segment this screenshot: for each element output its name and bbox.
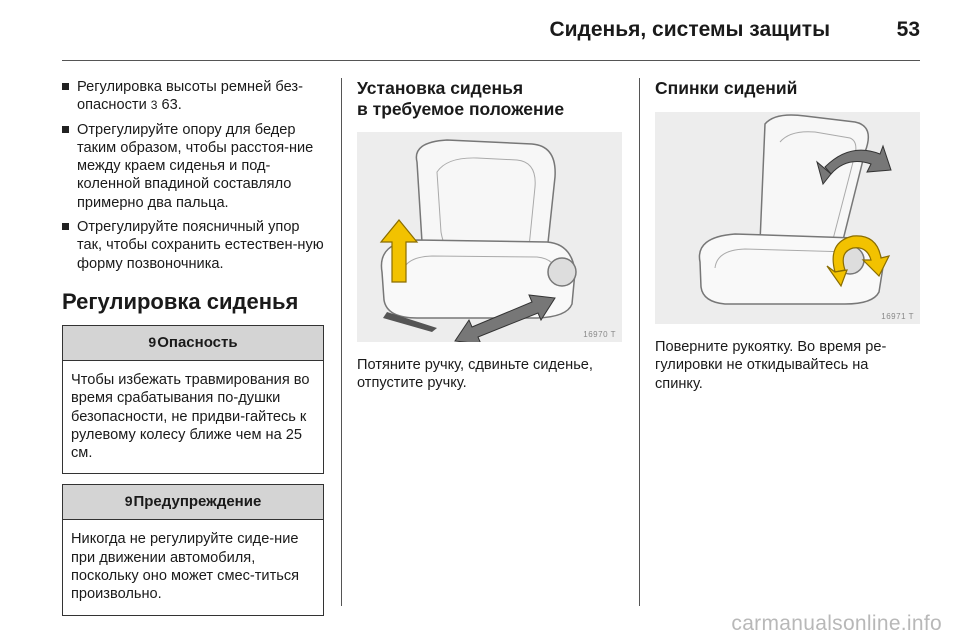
backrest-figure bbox=[655, 112, 920, 324]
figure-caption: Поверните рукоятку. Во время ре-гулировки не откидывайтесь на спинку. bbox=[655, 339, 887, 392]
middle-column bbox=[357, 78, 622, 393]
figure-code: 16970 T bbox=[583, 330, 616, 339]
warning-header bbox=[63, 485, 323, 520]
figure-caption: Потяните ручку, сдвиньте сиденье, отпустите ручку. bbox=[357, 357, 593, 392]
column-divider bbox=[639, 78, 640, 606]
list-item-text: Отрегулируйте опору для бедер таким образом, чтобы расстоя-ние между краем сиденья и под-коленной впадиной составляло примерно два пальца. bbox=[77, 121, 314, 211]
list-item-text: Регулировка высоты ремней без- bbox=[77, 79, 303, 95]
warning-text: Никогда не регулируйте сиде-ние при движении автомобиля, поскольку оно может смес-титься произвольно. bbox=[71, 531, 300, 603]
subsection-title-line: в требуемое положение bbox=[357, 99, 565, 119]
warning-triangle-icon: 9 bbox=[148, 333, 157, 350]
subsection-title bbox=[357, 78, 622, 120]
header-divider bbox=[62, 60, 920, 61]
danger-header bbox=[63, 326, 323, 361]
danger-title: Опасность bbox=[157, 333, 238, 351]
bullet-square-icon bbox=[62, 126, 69, 133]
figure-code: 16971 T bbox=[881, 312, 914, 321]
list-item bbox=[62, 218, 324, 273]
subsection-title-line: Установка сиденья bbox=[357, 78, 524, 98]
left-column bbox=[62, 78, 324, 626]
page-ref-icon: 3 bbox=[150, 98, 158, 113]
danger-text: Чтобы избежать травмирования во время срабатывания по-душки безопасности, не придви-гайтесь к рулевому колесу ближе чем на 25 см. bbox=[71, 371, 310, 462]
right-column bbox=[655, 78, 920, 393]
bullet-square-icon bbox=[62, 83, 69, 90]
warning-box bbox=[62, 484, 324, 615]
seat-slide-figure bbox=[357, 132, 622, 342]
page-ref-link[interactable]: 63. bbox=[161, 97, 182, 114]
list-item bbox=[62, 78, 324, 115]
danger-box bbox=[62, 325, 324, 474]
warning-title: Предупреждение bbox=[133, 493, 262, 511]
subsection-title: Спинки сидений bbox=[655, 78, 798, 98]
seat-illustration bbox=[357, 132, 622, 342]
seat-illustration bbox=[655, 112, 920, 324]
column-divider bbox=[341, 78, 342, 606]
section-title: Регулировка сиденья bbox=[62, 288, 299, 314]
bullet-square-icon bbox=[62, 223, 69, 230]
page-number: 53 bbox=[896, 18, 920, 41]
list-item-text: Отрегулируйте поясничный упор так, чтобы сохранить естествен-ную форму позвоночника. bbox=[77, 219, 324, 272]
list-item-text: опасности bbox=[77, 97, 151, 114]
bullet-list bbox=[62, 78, 324, 273]
watermark: carmanualsonline.info bbox=[731, 612, 942, 635]
page-title: Сиденья, системы защиты bbox=[549, 18, 830, 41]
warning-triangle-icon: 9 bbox=[124, 493, 133, 510]
list-item bbox=[62, 121, 324, 212]
